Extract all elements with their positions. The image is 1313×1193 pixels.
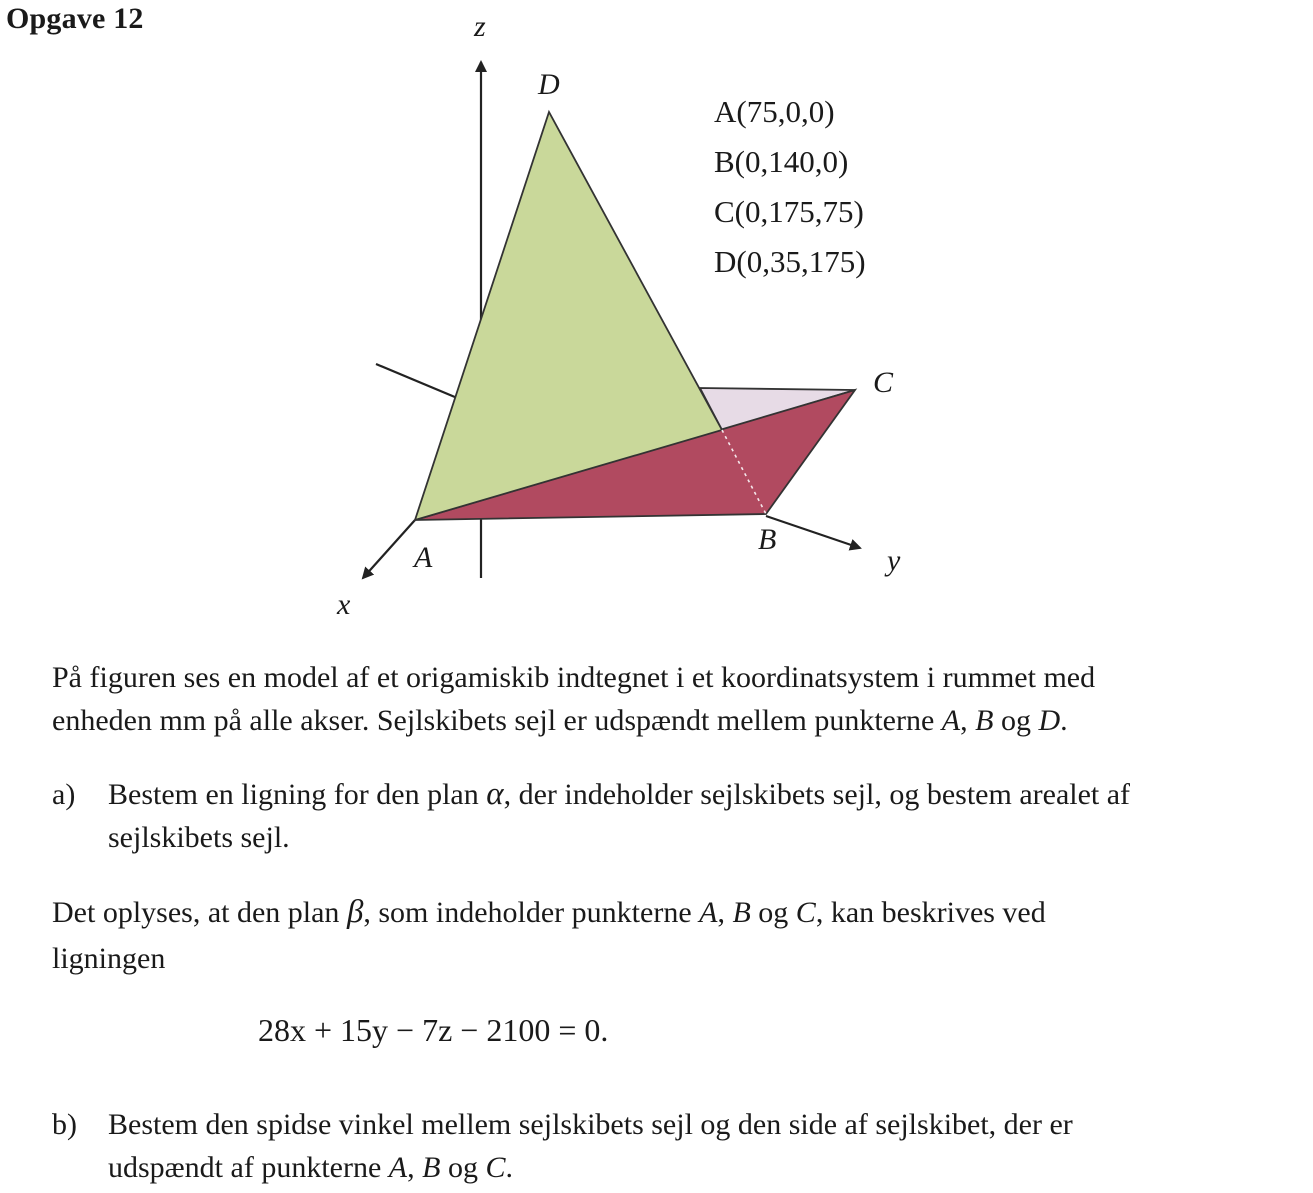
point-ref-a: A bbox=[941, 704, 961, 737]
beta-symbol: β bbox=[346, 894, 364, 930]
question-b-text: udspændt af punkterne bbox=[108, 1151, 389, 1184]
separator: , bbox=[717, 896, 733, 929]
separator: , bbox=[960, 704, 976, 737]
question-b-label: b) bbox=[52, 1108, 77, 1141]
question-a-text: Bestem en ligning for den plan bbox=[108, 778, 487, 811]
point-ref-b: B bbox=[422, 1151, 441, 1184]
point-label-b: B bbox=[758, 523, 777, 556]
intro-line-1: På figuren ses en model af et origamiskib indtegnet i et koordinatsystem i rummet med bbox=[52, 661, 1096, 694]
info-text-mid: , som indeholder punkterne bbox=[363, 896, 700, 929]
question-a bbox=[52, 773, 1292, 863]
point-label-d: D bbox=[538, 68, 560, 101]
conjunction: og bbox=[750, 896, 796, 929]
info-line-2: ligningen bbox=[52, 942, 166, 975]
question-b-line-1: Bestem den spidse vinkel mellem sejlskibets sejl og den side af sejlskibet, der er bbox=[108, 1108, 1073, 1141]
question-a-body bbox=[108, 773, 1288, 859]
point-ref-b: B bbox=[732, 896, 751, 929]
point-ref-b: B bbox=[975, 704, 994, 737]
info-text: Det oplyses, at den plan bbox=[52, 896, 347, 929]
coordinate-b: B(0,140,0) bbox=[714, 144, 849, 179]
point-ref-a: A bbox=[388, 1151, 408, 1184]
point-ref-a: A bbox=[699, 896, 718, 929]
intro-paragraph bbox=[52, 656, 1292, 742]
point-ref-c: C bbox=[485, 1151, 506, 1184]
question-a-text-cont: , der indeholder sejlskibets sejl, og bestem arealet af bbox=[503, 778, 1131, 811]
y-axis bbox=[766, 516, 860, 548]
info-text-end: , kan beskrives ved bbox=[815, 896, 1046, 929]
x-axis-back bbox=[376, 364, 462, 400]
intro-line-2-text: enheden mm på alle akser. Sejlskibets sejl er udspændt mellem punkterne bbox=[52, 704, 942, 737]
question-a-label: a) bbox=[52, 778, 76, 811]
coordinate-a: A(75,0,0) bbox=[714, 94, 835, 129]
x-axis-front bbox=[363, 520, 415, 578]
x-axis-label: x bbox=[337, 588, 351, 621]
info-line-1 bbox=[52, 891, 1292, 934]
period: . bbox=[1060, 704, 1068, 737]
question-b-body bbox=[108, 1103, 1288, 1189]
period: . bbox=[505, 1151, 513, 1184]
point-ref-d: D bbox=[1038, 704, 1061, 737]
conjunction: og bbox=[993, 704, 1039, 737]
conjunction: og bbox=[440, 1151, 486, 1184]
separator: , bbox=[407, 1151, 423, 1184]
exercise-title: Opgave 12 bbox=[6, 2, 144, 35]
point-label-c: C bbox=[873, 366, 894, 399]
alpha-symbol: α bbox=[486, 776, 504, 812]
point-label-a: A bbox=[414, 541, 433, 574]
intro-line-2 bbox=[52, 699, 1292, 742]
question-b bbox=[52, 1103, 1292, 1193]
info-paragraph bbox=[52, 891, 1292, 980]
coordinate-c: C(0,175,75) bbox=[714, 194, 864, 229]
question-a-line-1 bbox=[108, 773, 1288, 816]
z-axis-label: z bbox=[474, 10, 486, 43]
point-ref-c: C bbox=[795, 896, 816, 929]
question-a-line-2: sejlskibets sejl. bbox=[108, 821, 290, 854]
y-axis-label: y bbox=[887, 544, 901, 577]
question-b-line-2 bbox=[108, 1146, 1288, 1189]
plane-equation: 28x + 15y − 7z − 2100 = 0. bbox=[258, 1012, 609, 1048]
coordinate-d: D(0,35,175) bbox=[714, 244, 866, 279]
